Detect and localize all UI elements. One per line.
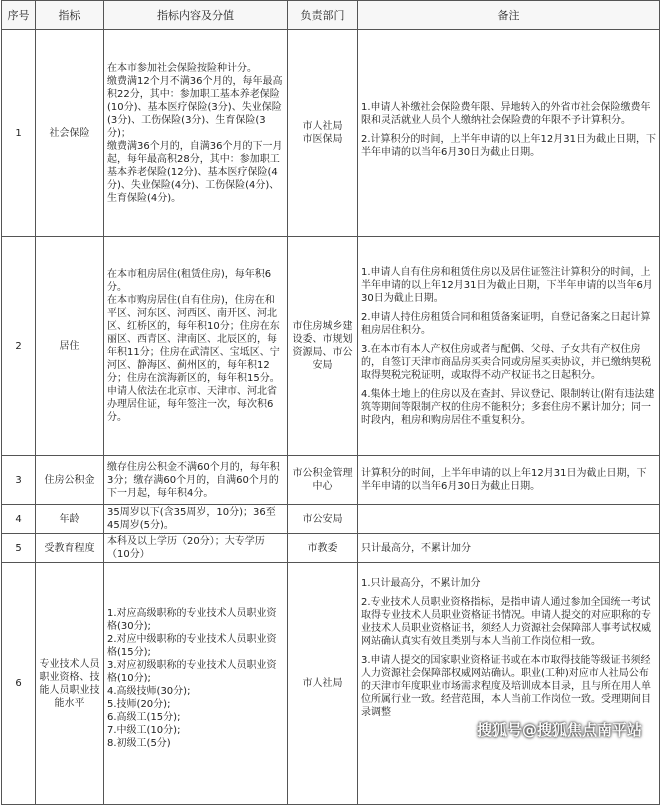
header-dept: 负责部门 [288,1,358,30]
note-line: 计算积分的时间，上半年申请的以上年12月31日为截止日期，下半年申请的以当年6月30日为截止日期。 [361,468,647,492]
row-content [104,563,288,805]
content-line: 6.高级工(15分); [107,712,181,723]
note-line: 3.在本市有本人产权住房或者与配偶、父母、子女共有产权住房的，自签订天津市商品房买卖合同或房屋买卖协议，并已缴纳契税取得契税完税证明，或取得不动产权证书之日起积分。 [361,343,651,381]
row-dept: 市公安局 [288,505,358,534]
content-line: 5.技师(20分); [107,699,171,710]
row-content [104,30,288,237]
table-row [2,563,660,805]
row-no: 3 [2,456,36,505]
content-line: 8.初级工(5分) [107,738,171,749]
content-line: 在本市租房居住(租赁住房)，每年积6分。 [107,269,272,293]
row-no: 2 [2,237,36,456]
row-indicator: 受教育程度 [36,534,104,563]
table-row [2,237,660,456]
content-line: 在本市参加社会保险按险种计分。 [107,62,257,74]
row-notes [358,237,660,456]
content-line: 1.对应高级职称的专业技术人员职业资格(30分); [107,608,277,632]
note-line: 只计最高分，不累计加分 [361,542,471,554]
content-line: 7.中级工(10分); [107,725,181,736]
note-line: 4.集体土地上的住房以及在查封、异议登记、限制转让(附有违法建筑等期间等限制产权的住房不能积分；多套住房不累计加分；同一时段内，租房和购房居住不重复积分。 [361,388,655,426]
row-dept: 市公积金管理中心 [288,456,358,505]
watermark: 搜狐号@搜狐焦点南平站 [476,721,642,739]
content-line: 35周岁以下(含35周岁，10分)；36至45周岁(5分)。 [107,507,276,531]
content-line: 3.对应初级职称的专业技术人员职业资格(10分); [107,660,277,684]
content-line: 在本市购房居住(自有住房)，住房在和平区、河东区、河西区、南开区、河北区、红桥区的，每年积10分；住房在东丽区、西青区、津南区、北辰区的，每年积11分；住房在武清区、宝坻区、宁河区、静海区、蓟州区的，每年积12分；住房在滨海新区的，每年积15分。 [107,295,280,384]
note-line: 2.计算积分的时间，上半年申请的以上年12月31日为截止日期，下半年申请的以当年6月30日为截止日期。 [361,134,656,158]
row-notes [358,456,660,505]
content-line: 4.高级技师(30分); [107,686,191,697]
content-line: 缴费满12个月不满36个月的，每年最高积22分，其中：参加职工基本养老保险(10分)、基本医疗保险(3分)、失业保险(3分)、工伤保险(3分)、生育保险(3分)； [107,75,283,139]
content-line: 2.对应中级职称的专业技术人员职业资格(15分); [107,634,277,658]
row-indicator: 住房公积金 [36,456,104,505]
note-line: 3.申请人提交的国家职业资格证书或在本市取得技能等级证书须经人力资源社会保障部权威网站确认。职业(工种)对应市人社局公布的天津市年度职业市场需求程度及培训成本目录，且与所在用人单位所属行业一致。经营范围，本人当前工作岗位一致。受理期间目录调整 [361,655,651,718]
row-notes [358,563,660,805]
note-line: 2.申请人持住房租赁合同和租赁备案证明，自登记备案之日起计算租房居住积分。 [361,311,651,336]
row-dept: 市人社局 [288,563,358,805]
row-indicator: 社会保险 [36,30,104,237]
header-row [2,1,660,30]
header-content: 指标内容及分值 [104,1,288,30]
points-table [1,0,660,805]
content-line: 申请人依法在北京市、天津市、河北省办理居住证，每年签注一次，每次积6分。 [107,386,277,423]
content-line: 本科及以上学历（20分）；大专学历（10分） [107,536,265,560]
row-indicator: 专业技术人员职业资格、技能人员职业技能水平 [36,563,104,805]
row-notes [358,30,660,237]
table-row [2,30,660,237]
content-line: 缴存住房公积金不满60个月的，每年积3分；缴存满60个月的，自满60个月的下一月起，每年积4分。 [107,461,280,499]
content-line: 缴费满36个月的，自满36个月的下一月起，每年最高积28分，其中：参加职工基本养老保险(12分)、基本医疗保险(4分)、失业保险(4分)、工伤保险(4分)、生育保险(4分)。 [107,140,283,204]
table-row [2,456,660,505]
row-notes [358,505,660,534]
row-dept: 市人社局 市医保局 [288,30,358,237]
header-indicator: 指标 [36,1,104,30]
row-notes [358,534,660,563]
table-row [2,505,660,534]
note-line: 1.申请人补缴社会保险费年限、异地转入的外省市社会保险缴费年限和灵活就业人员个人缴纳社会保险费的年限不予计算积分。 [361,102,651,126]
row-dept: 市住房城乡建设委、市规划资源局、市公安局 [288,237,358,456]
row-dept: 市教委 [288,534,358,563]
header-no: 序号 [2,1,36,30]
note-line: 1.申请人自有住房和租赁住房以及居住证签注计算积分的时间，上半年申请的以上年12月31日为截止日期，下半年申请的以当年6月30日为截止日期。 [361,266,653,304]
row-content [104,505,288,534]
row-content [104,456,288,505]
row-indicator: 年龄 [36,505,104,534]
row-content [104,534,288,563]
row-indicator: 居住 [36,237,104,456]
row-no: 4 [2,505,36,534]
header-notes: 备注 [358,1,660,30]
row-no: 1 [2,30,36,237]
row-no: 5 [2,534,36,563]
table-row [2,534,660,563]
note-line: 2.专业技术人员职业资格指标，是指申请人通过参加全国统一考试取得专业技术人员职业资格证书情况。申请人提交的对应职称的专业技术人员职业资格证书，须经人力资源社会保障部人事考试权威网站确认真实有效且类别与本人当前工作岗位相一致。 [361,597,651,647]
row-content [104,237,288,456]
note-line: 1.只计最高分，不累计加分 [361,578,481,589]
row-no: 6 [2,563,36,805]
